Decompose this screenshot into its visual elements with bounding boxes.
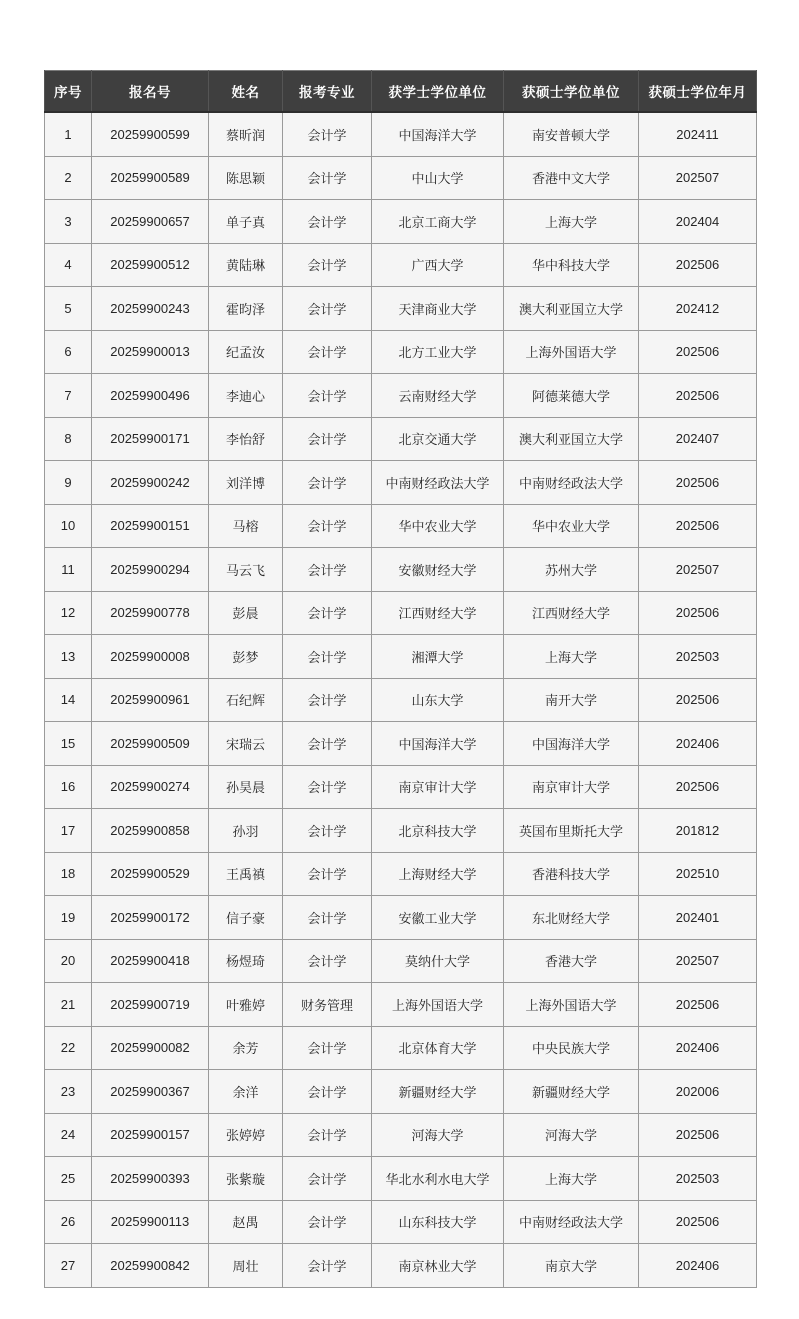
cell-master-unit: 阿德莱德大学 bbox=[504, 374, 639, 418]
header-row bbox=[45, 71, 757, 113]
cell-index: 13 bbox=[45, 635, 92, 679]
cell-master-date: 202507 bbox=[639, 156, 757, 200]
cell-bachelor-unit: 安徽工业大学 bbox=[372, 896, 504, 940]
table-row bbox=[45, 939, 757, 983]
cell-major: 会计学 bbox=[283, 1244, 372, 1288]
cell-master-date: 202506 bbox=[639, 591, 757, 635]
cell-major: 会计学 bbox=[283, 548, 372, 592]
cell-bachelor-unit: 中南财经政法大学 bbox=[372, 461, 504, 505]
cell-index: 20 bbox=[45, 939, 92, 983]
cell-reg-no: 20259900242 bbox=[92, 461, 209, 505]
cell-master-unit: 中南财经政法大学 bbox=[504, 1200, 639, 1244]
cell-major: 会计学 bbox=[283, 156, 372, 200]
cell-bachelor-unit: 南京审计大学 bbox=[372, 765, 504, 809]
cell-name: 彭晨 bbox=[209, 591, 283, 635]
table-row bbox=[45, 1200, 757, 1244]
cell-master-unit: 东北财经大学 bbox=[504, 896, 639, 940]
cell-reg-no: 20259900529 bbox=[92, 852, 209, 896]
cell-bachelor-unit: 南京林业大学 bbox=[372, 1244, 504, 1288]
cell-name: 余芳 bbox=[209, 1026, 283, 1070]
cell-index: 22 bbox=[45, 1026, 92, 1070]
cell-master-unit: 中央民族大学 bbox=[504, 1026, 639, 1070]
cell-index: 23 bbox=[45, 1070, 92, 1114]
col-header-name: 姓名 bbox=[209, 71, 283, 113]
table-row bbox=[45, 287, 757, 331]
cell-reg-no: 20259900496 bbox=[92, 374, 209, 418]
table-row bbox=[45, 983, 757, 1027]
cell-master-unit: 中国海洋大学 bbox=[504, 722, 639, 766]
cell-bachelor-unit: 北方工业大学 bbox=[372, 330, 504, 374]
col-header-reg-no: 报名号 bbox=[92, 71, 209, 113]
cell-bachelor-unit: 山东科技大学 bbox=[372, 1200, 504, 1244]
cell-major: 会计学 bbox=[283, 852, 372, 896]
cell-bachelor-unit: 中国海洋大学 bbox=[372, 722, 504, 766]
cell-name: 李迪心 bbox=[209, 374, 283, 418]
cell-major: 会计学 bbox=[283, 591, 372, 635]
cell-master-date: 202412 bbox=[639, 287, 757, 331]
cell-master-date: 202506 bbox=[639, 374, 757, 418]
col-header-master-date: 获硕士学位年月 bbox=[639, 71, 757, 113]
cell-reg-no: 20259900778 bbox=[92, 591, 209, 635]
cell-bachelor-unit: 天津商业大学 bbox=[372, 287, 504, 331]
cell-master-unit: 上海大学 bbox=[504, 635, 639, 679]
cell-major: 会计学 bbox=[283, 417, 372, 461]
cell-master-date: 202507 bbox=[639, 548, 757, 592]
cell-index: 5 bbox=[45, 287, 92, 331]
table-row bbox=[45, 374, 757, 418]
cell-master-unit: 澳大利亚国立大学 bbox=[504, 287, 639, 331]
cell-master-date: 202407 bbox=[639, 417, 757, 461]
cell-master-unit: 澳大利亚国立大学 bbox=[504, 417, 639, 461]
cell-reg-no: 20259900961 bbox=[92, 678, 209, 722]
cell-bachelor-unit: 山东大学 bbox=[372, 678, 504, 722]
cell-master-date: 202503 bbox=[639, 1157, 757, 1201]
table-row bbox=[45, 809, 757, 853]
table-row bbox=[45, 1157, 757, 1201]
table-row bbox=[45, 722, 757, 766]
cell-bachelor-unit: 中山大学 bbox=[372, 156, 504, 200]
cell-reg-no: 20259900171 bbox=[92, 417, 209, 461]
table-row bbox=[45, 765, 757, 809]
cell-major: 会计学 bbox=[283, 765, 372, 809]
cell-name: 余洋 bbox=[209, 1070, 283, 1114]
cell-reg-no: 20259900657 bbox=[92, 200, 209, 244]
table-row bbox=[45, 504, 757, 548]
cell-bachelor-unit: 湘潭大学 bbox=[372, 635, 504, 679]
cell-index: 1 bbox=[45, 112, 92, 156]
table-row bbox=[45, 417, 757, 461]
cell-reg-no: 20259900113 bbox=[92, 1200, 209, 1244]
cell-master-date: 202506 bbox=[639, 678, 757, 722]
cell-bachelor-unit: 北京交通大学 bbox=[372, 417, 504, 461]
cell-name: 信子豪 bbox=[209, 896, 283, 940]
cell-major: 会计学 bbox=[283, 287, 372, 331]
cell-bachelor-unit: 莫纳什大学 bbox=[372, 939, 504, 983]
cell-master-date: 202510 bbox=[639, 852, 757, 896]
cell-index: 18 bbox=[45, 852, 92, 896]
cell-index: 7 bbox=[45, 374, 92, 418]
table-row bbox=[45, 1026, 757, 1070]
cell-index: 8 bbox=[45, 417, 92, 461]
cell-name: 叶雅婷 bbox=[209, 983, 283, 1027]
cell-major: 会计学 bbox=[283, 678, 372, 722]
cell-name: 霍昀泽 bbox=[209, 287, 283, 331]
cell-major: 会计学 bbox=[283, 722, 372, 766]
cell-bachelor-unit: 安徽财经大学 bbox=[372, 548, 504, 592]
cell-bachelor-unit: 华北水利水电大学 bbox=[372, 1157, 504, 1201]
cell-major: 会计学 bbox=[283, 635, 372, 679]
cell-reg-no: 20259900509 bbox=[92, 722, 209, 766]
cell-bachelor-unit: 云南财经大学 bbox=[372, 374, 504, 418]
cell-index: 3 bbox=[45, 200, 92, 244]
cell-index: 25 bbox=[45, 1157, 92, 1201]
cell-reg-no: 20259900599 bbox=[92, 112, 209, 156]
cell-bachelor-unit: 广西大学 bbox=[372, 243, 504, 287]
col-header-major: 报考专业 bbox=[283, 71, 372, 113]
cell-major: 会计学 bbox=[283, 1200, 372, 1244]
table-row bbox=[45, 548, 757, 592]
cell-major: 会计学 bbox=[283, 374, 372, 418]
cell-major: 会计学 bbox=[283, 243, 372, 287]
cell-name: 纪孟汝 bbox=[209, 330, 283, 374]
cell-index: 10 bbox=[45, 504, 92, 548]
cell-reg-no: 20259900294 bbox=[92, 548, 209, 592]
cell-master-unit: 南京大学 bbox=[504, 1244, 639, 1288]
cell-master-unit: 华中科技大学 bbox=[504, 243, 639, 287]
cell-master-date: 202406 bbox=[639, 1244, 757, 1288]
cell-name: 蔡昕润 bbox=[209, 112, 283, 156]
cell-master-unit: 中南财经政法大学 bbox=[504, 461, 639, 505]
cell-master-unit: 河海大学 bbox=[504, 1113, 639, 1157]
cell-reg-no: 20259900008 bbox=[92, 635, 209, 679]
cell-bachelor-unit: 北京工商大学 bbox=[372, 200, 504, 244]
cell-index: 9 bbox=[45, 461, 92, 505]
cell-bachelor-unit: 华中农业大学 bbox=[372, 504, 504, 548]
table-row bbox=[45, 112, 757, 156]
cell-master-unit: 新疆财经大学 bbox=[504, 1070, 639, 1114]
cell-index: 19 bbox=[45, 896, 92, 940]
cell-name: 陈思颖 bbox=[209, 156, 283, 200]
table-row bbox=[45, 1070, 757, 1114]
table-row bbox=[45, 678, 757, 722]
cell-master-date: 202507 bbox=[639, 939, 757, 983]
cell-index: 26 bbox=[45, 1200, 92, 1244]
table-body bbox=[45, 112, 757, 1287]
cell-name: 杨煜琦 bbox=[209, 939, 283, 983]
cell-master-unit: 南开大学 bbox=[504, 678, 639, 722]
cell-name: 马云飞 bbox=[209, 548, 283, 592]
cell-reg-no: 20259900842 bbox=[92, 1244, 209, 1288]
cell-index: 17 bbox=[45, 809, 92, 853]
table-row bbox=[45, 896, 757, 940]
cell-master-unit: 苏州大学 bbox=[504, 548, 639, 592]
cell-name: 马榕 bbox=[209, 504, 283, 548]
cell-major: 会计学 bbox=[283, 112, 372, 156]
cell-index: 6 bbox=[45, 330, 92, 374]
cell-name: 李怡舒 bbox=[209, 417, 283, 461]
cell-master-date: 202506 bbox=[639, 765, 757, 809]
table-row bbox=[45, 852, 757, 896]
cell-index: 15 bbox=[45, 722, 92, 766]
cell-reg-no: 20259900367 bbox=[92, 1070, 209, 1114]
cell-index: 12 bbox=[45, 591, 92, 635]
col-header-index: 序号 bbox=[45, 71, 92, 113]
cell-master-date: 202506 bbox=[639, 461, 757, 505]
cell-reg-no: 20259900243 bbox=[92, 287, 209, 331]
cell-reg-no: 20259900418 bbox=[92, 939, 209, 983]
cell-reg-no: 20259900512 bbox=[92, 243, 209, 287]
cell-bachelor-unit: 河海大学 bbox=[372, 1113, 504, 1157]
cell-name: 张婷婷 bbox=[209, 1113, 283, 1157]
cell-name: 宋瑞云 bbox=[209, 722, 283, 766]
cell-master-date: 202506 bbox=[639, 243, 757, 287]
cell-master-unit: 南京审计大学 bbox=[504, 765, 639, 809]
cell-master-unit: 上海大学 bbox=[504, 200, 639, 244]
col-header-bachelor-unit: 获学士学位单位 bbox=[372, 71, 504, 113]
document-page bbox=[44, 70, 757, 1288]
cell-reg-no: 20259900719 bbox=[92, 983, 209, 1027]
cell-index: 2 bbox=[45, 156, 92, 200]
cell-master-date: 202404 bbox=[639, 200, 757, 244]
table-row bbox=[45, 200, 757, 244]
cell-major: 会计学 bbox=[283, 504, 372, 548]
cell-master-date: 201812 bbox=[639, 809, 757, 853]
cell-master-unit: 上海外国语大学 bbox=[504, 983, 639, 1027]
cell-index: 11 bbox=[45, 548, 92, 592]
cell-bachelor-unit: 北京体育大学 bbox=[372, 1026, 504, 1070]
cell-reg-no: 20259900274 bbox=[92, 765, 209, 809]
cell-index: 27 bbox=[45, 1244, 92, 1288]
cell-name: 王禹禛 bbox=[209, 852, 283, 896]
cell-name: 赵禺 bbox=[209, 1200, 283, 1244]
cell-name: 单子真 bbox=[209, 200, 283, 244]
cell-major: 会计学 bbox=[283, 809, 372, 853]
table-row bbox=[45, 1244, 757, 1288]
cell-master-unit: 香港中文大学 bbox=[504, 156, 639, 200]
table-row bbox=[45, 330, 757, 374]
cell-reg-no: 20259900082 bbox=[92, 1026, 209, 1070]
table-row bbox=[45, 1113, 757, 1157]
cell-major: 财务管理 bbox=[283, 983, 372, 1027]
cell-major: 会计学 bbox=[283, 461, 372, 505]
cell-reg-no: 20259900013 bbox=[92, 330, 209, 374]
cell-name: 孙羽 bbox=[209, 809, 283, 853]
cell-master-date: 202506 bbox=[639, 1200, 757, 1244]
cell-reg-no: 20259900393 bbox=[92, 1157, 209, 1201]
cell-master-date: 202506 bbox=[639, 330, 757, 374]
cell-master-unit: 上海大学 bbox=[504, 1157, 639, 1201]
cell-name: 刘洋博 bbox=[209, 461, 283, 505]
admissions-table bbox=[44, 70, 757, 1288]
cell-bachelor-unit: 上海外国语大学 bbox=[372, 983, 504, 1027]
cell-bachelor-unit: 新疆财经大学 bbox=[372, 1070, 504, 1114]
cell-master-date: 202506 bbox=[639, 983, 757, 1027]
cell-name: 彭梦 bbox=[209, 635, 283, 679]
cell-master-unit: 香港科技大学 bbox=[504, 852, 639, 896]
cell-master-date: 202411 bbox=[639, 112, 757, 156]
cell-master-unit: 江西财经大学 bbox=[504, 591, 639, 635]
cell-name: 周壮 bbox=[209, 1244, 283, 1288]
cell-major: 会计学 bbox=[283, 200, 372, 244]
cell-master-unit: 英国布里斯托大学 bbox=[504, 809, 639, 853]
cell-reg-no: 20259900172 bbox=[92, 896, 209, 940]
cell-index: 24 bbox=[45, 1113, 92, 1157]
cell-reg-no: 20259900858 bbox=[92, 809, 209, 853]
cell-master-unit: 上海外国语大学 bbox=[504, 330, 639, 374]
cell-name: 石纪辉 bbox=[209, 678, 283, 722]
cell-reg-no: 20259900157 bbox=[92, 1113, 209, 1157]
cell-master-unit: 华中农业大学 bbox=[504, 504, 639, 548]
cell-bachelor-unit: 中国海洋大学 bbox=[372, 112, 504, 156]
cell-master-date: 202406 bbox=[639, 722, 757, 766]
cell-master-date: 202406 bbox=[639, 1026, 757, 1070]
cell-master-date: 202503 bbox=[639, 635, 757, 679]
cell-master-date: 202506 bbox=[639, 1113, 757, 1157]
table-row bbox=[45, 461, 757, 505]
col-header-master-unit: 获硕士学位单位 bbox=[504, 71, 639, 113]
cell-bachelor-unit: 江西财经大学 bbox=[372, 591, 504, 635]
cell-name: 黄陆琳 bbox=[209, 243, 283, 287]
table-row bbox=[45, 156, 757, 200]
cell-name: 张紫璇 bbox=[209, 1157, 283, 1201]
cell-major: 会计学 bbox=[283, 1113, 372, 1157]
cell-reg-no: 20259900151 bbox=[92, 504, 209, 548]
cell-major: 会计学 bbox=[283, 1157, 372, 1201]
cell-major: 会计学 bbox=[283, 939, 372, 983]
cell-bachelor-unit: 上海财经大学 bbox=[372, 852, 504, 896]
cell-index: 21 bbox=[45, 983, 92, 1027]
cell-master-unit: 香港大学 bbox=[504, 939, 639, 983]
cell-bachelor-unit: 北京科技大学 bbox=[372, 809, 504, 853]
cell-master-date: 202006 bbox=[639, 1070, 757, 1114]
table-row bbox=[45, 635, 757, 679]
cell-major: 会计学 bbox=[283, 1070, 372, 1114]
cell-master-date: 202506 bbox=[639, 504, 757, 548]
cell-major: 会计学 bbox=[283, 330, 372, 374]
cell-index: 4 bbox=[45, 243, 92, 287]
cell-master-unit: 南安普顿大学 bbox=[504, 112, 639, 156]
cell-reg-no: 20259900589 bbox=[92, 156, 209, 200]
table-row bbox=[45, 591, 757, 635]
cell-index: 16 bbox=[45, 765, 92, 809]
cell-major: 会计学 bbox=[283, 1026, 372, 1070]
cell-name: 孙昊晨 bbox=[209, 765, 283, 809]
cell-master-date: 202401 bbox=[639, 896, 757, 940]
table-row bbox=[45, 243, 757, 287]
cell-index: 14 bbox=[45, 678, 92, 722]
cell-major: 会计学 bbox=[283, 896, 372, 940]
table-header bbox=[45, 71, 757, 113]
